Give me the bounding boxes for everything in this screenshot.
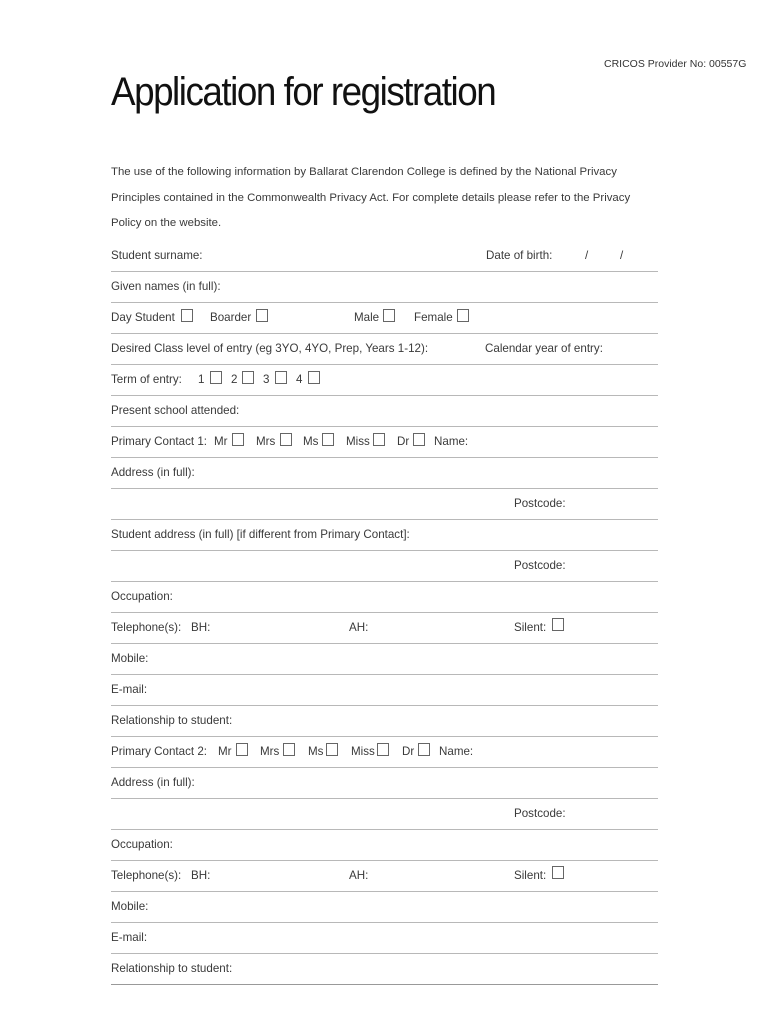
miss-label: Miss bbox=[346, 435, 370, 448]
intro-line-2: Principles contained in the Commonwealth Privacy Act. For complete details please refer to the Privacy bbox=[111, 191, 631, 204]
ah-label: AH: bbox=[349, 621, 369, 634]
silent-checkbox[interactable] bbox=[552, 618, 564, 631]
female-checkbox[interactable] bbox=[457, 309, 469, 322]
relationship-label: Relationship to student: bbox=[111, 714, 233, 727]
occupation-label: Occupation: bbox=[111, 838, 173, 851]
dr-label: Dr bbox=[397, 435, 410, 448]
term-label: Term of entry: bbox=[111, 373, 182, 386]
row-email-1 bbox=[111, 674, 658, 706]
postcode-label: Postcode: bbox=[514, 807, 566, 820]
student-address-label: Student address (in full) [if different from Primary Contact]: bbox=[111, 528, 410, 541]
intro-line-1: The use of the following information by Ballarat Clarendon College is defined by the National Privacy bbox=[111, 166, 617, 178]
row-primary-contact-2 bbox=[111, 736, 658, 768]
postcode-label: Postcode: bbox=[514, 559, 566, 572]
student-surname-label: Student surname: bbox=[111, 249, 203, 262]
mrs-label: Mrs bbox=[256, 435, 276, 448]
row-address-2-postcode bbox=[111, 798, 658, 830]
row-email-2 bbox=[111, 922, 658, 954]
relationship-label: Relationship to student: bbox=[111, 962, 233, 975]
row-term bbox=[111, 364, 658, 396]
term-4-label: 4 bbox=[296, 373, 303, 386]
mr-label: Mr bbox=[214, 435, 228, 448]
male-checkbox[interactable] bbox=[383, 309, 395, 322]
mr-checkbox[interactable] bbox=[236, 743, 248, 756]
mr-checkbox[interactable] bbox=[232, 433, 244, 446]
class-level-label: Desired Class level of entry (eg 3YO, 4YO, Prep, Years 1-12): bbox=[111, 342, 429, 355]
postcode-label: Postcode: bbox=[514, 497, 566, 510]
row-relationship-2 bbox=[111, 953, 658, 985]
row-address-1 bbox=[111, 457, 658, 489]
ms-checkbox[interactable] bbox=[326, 743, 338, 756]
email-label: E-mail: bbox=[111, 683, 148, 696]
privacy-intro bbox=[111, 160, 671, 237]
calendar-year-label: Calendar year of entry: bbox=[485, 342, 603, 355]
primary-contact-2-label: Primary Contact 2: bbox=[111, 745, 207, 758]
mobile-label: Mobile: bbox=[111, 652, 149, 665]
term-3-label: 3 bbox=[263, 373, 270, 386]
row-present-school bbox=[111, 395, 658, 427]
primary-contact-1-label: Primary Contact 1: bbox=[111, 435, 207, 448]
row-telephone-1 bbox=[111, 612, 658, 644]
email-label: E-mail: bbox=[111, 931, 148, 944]
day-student-checkbox[interactable] bbox=[181, 309, 193, 322]
term-2-label: 2 bbox=[231, 373, 238, 386]
row-primary-contact-1 bbox=[111, 426, 658, 458]
male-label: Male bbox=[354, 311, 380, 324]
present-school-label: Present school attended: bbox=[111, 404, 240, 417]
bh-label: BH: bbox=[191, 621, 211, 634]
term-1-label: 1 bbox=[198, 373, 205, 386]
mrs-checkbox[interactable] bbox=[280, 433, 292, 446]
ms-label: Ms bbox=[308, 745, 324, 758]
mrs-label: Mrs bbox=[260, 745, 280, 758]
boarder-checkbox[interactable] bbox=[256, 309, 268, 322]
term-2-checkbox[interactable] bbox=[242, 371, 254, 384]
page-title: Application for registration bbox=[111, 70, 496, 114]
silent-checkbox[interactable] bbox=[552, 866, 564, 879]
dob-slash-2: / bbox=[620, 249, 624, 262]
boarder-label: Boarder bbox=[210, 311, 252, 324]
term-3-checkbox[interactable] bbox=[275, 371, 287, 384]
dr-checkbox[interactable] bbox=[413, 433, 425, 446]
miss-checkbox[interactable] bbox=[377, 743, 389, 756]
female-label: Female bbox=[414, 311, 453, 324]
row-student-address bbox=[111, 519, 658, 551]
mr-label: Mr bbox=[218, 745, 232, 758]
row-surname bbox=[111, 240, 658, 272]
dob-slash-1: / bbox=[585, 249, 589, 262]
miss-checkbox[interactable] bbox=[373, 433, 385, 446]
mobile-label: Mobile: bbox=[111, 900, 149, 913]
day-student-label: Day Student bbox=[111, 311, 175, 324]
row-class-level bbox=[111, 333, 658, 365]
address-label: Address (in full): bbox=[111, 466, 195, 479]
row-mobile-2 bbox=[111, 891, 658, 923]
silent-label: Silent: bbox=[514, 621, 547, 634]
telephone-label: Telephone(s): bbox=[111, 869, 182, 882]
cricos-provider: CRICOS Provider No: 00557G bbox=[604, 58, 747, 70]
dr-checkbox[interactable] bbox=[418, 743, 430, 756]
dr-label: Dr bbox=[402, 745, 415, 758]
intro-line-3: Policy on the website. bbox=[111, 217, 222, 229]
silent-label: Silent: bbox=[514, 869, 547, 882]
ms-checkbox[interactable] bbox=[322, 433, 334, 446]
row-relationship-1 bbox=[111, 705, 658, 737]
row-given-names bbox=[111, 271, 658, 303]
occupation-label: Occupation: bbox=[111, 590, 173, 603]
row-occupation-1 bbox=[111, 581, 658, 613]
term-4-checkbox[interactable] bbox=[308, 371, 320, 384]
miss-label: Miss bbox=[351, 745, 375, 758]
row-student-address-postcode bbox=[111, 550, 658, 582]
given-names-label: Given names (in full): bbox=[111, 280, 221, 293]
telephone-label: Telephone(s): bbox=[111, 621, 182, 634]
row-status-gender bbox=[111, 302, 658, 334]
row-occupation-2 bbox=[111, 829, 658, 861]
row-address-2 bbox=[111, 767, 658, 799]
row-telephone-2 bbox=[111, 860, 658, 892]
dob-label: Date of birth: bbox=[486, 249, 553, 262]
mrs-checkbox[interactable] bbox=[283, 743, 295, 756]
name-label: Name: bbox=[434, 435, 469, 448]
name-label: Name: bbox=[439, 745, 474, 758]
row-mobile-1 bbox=[111, 643, 658, 675]
address-label: Address (in full): bbox=[111, 776, 195, 789]
row-address-1-postcode bbox=[111, 488, 658, 520]
ms-label: Ms bbox=[303, 435, 319, 448]
ah-label: AH: bbox=[349, 869, 369, 882]
bh-label: BH: bbox=[191, 869, 211, 882]
term-1-checkbox[interactable] bbox=[210, 371, 222, 384]
